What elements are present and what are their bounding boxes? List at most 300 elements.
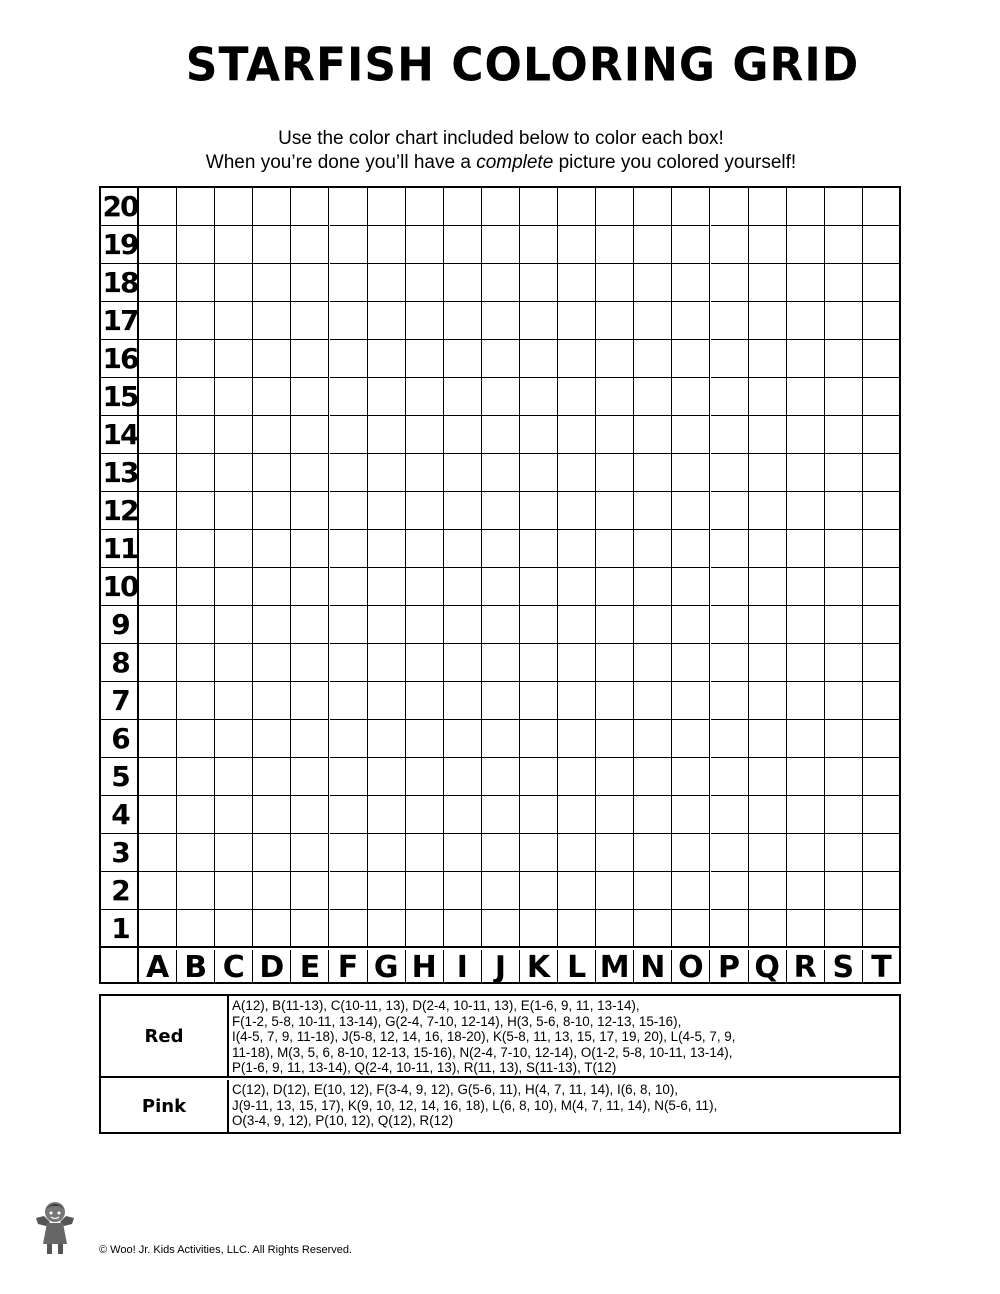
- grid-cell[interactable]: [558, 872, 596, 910]
- grid-cell[interactable]: [825, 378, 863, 416]
- grid-cell[interactable]: [368, 226, 406, 264]
- grid-cell[interactable]: [291, 454, 329, 492]
- grid-cell[interactable]: [596, 416, 634, 454]
- grid-cell[interactable]: [406, 758, 444, 796]
- grid-cell[interactable]: [672, 720, 710, 758]
- grid-cell[interactable]: [291, 644, 329, 682]
- grid-cell[interactable]: [863, 340, 901, 378]
- grid-cell[interactable]: [139, 606, 177, 644]
- grid-cell[interactable]: [368, 378, 406, 416]
- grid-cell[interactable]: [177, 492, 215, 530]
- grid-cell[interactable]: [291, 378, 329, 416]
- grid-cell[interactable]: [253, 606, 291, 644]
- grid-cell[interactable]: [596, 606, 634, 644]
- grid-cell[interactable]: [253, 720, 291, 758]
- grid-cell[interactable]: [558, 720, 596, 758]
- grid-cell[interactable]: [672, 340, 710, 378]
- grid-cell[interactable]: [139, 188, 177, 226]
- grid-cell[interactable]: [482, 530, 520, 568]
- grid-cell[interactable]: [596, 454, 634, 492]
- grid-cell[interactable]: [177, 872, 215, 910]
- grid-cell[interactable]: [863, 492, 901, 530]
- grid-cell[interactable]: [672, 568, 710, 606]
- grid-cell[interactable]: [672, 226, 710, 264]
- grid-cell[interactable]: [291, 568, 329, 606]
- grid-cell[interactable]: [177, 530, 215, 568]
- grid-cell[interactable]: [711, 454, 749, 492]
- grid-cell[interactable]: [139, 644, 177, 682]
- grid-cell[interactable]: [634, 720, 672, 758]
- grid-cell[interactable]: [482, 834, 520, 872]
- grid-cell[interactable]: [253, 568, 291, 606]
- grid-cell[interactable]: [558, 682, 596, 720]
- grid-cell[interactable]: [825, 340, 863, 378]
- grid-cell[interactable]: [749, 568, 787, 606]
- grid-cell[interactable]: [596, 492, 634, 530]
- grid-cell[interactable]: [863, 568, 901, 606]
- grid-cell[interactable]: [406, 340, 444, 378]
- grid-cell[interactable]: [711, 302, 749, 340]
- grid-cell[interactable]: [520, 834, 558, 872]
- grid-cell[interactable]: [444, 720, 482, 758]
- grid-cell[interactable]: [825, 682, 863, 720]
- grid-cell[interactable]: [177, 758, 215, 796]
- grid-cell[interactable]: [825, 644, 863, 682]
- grid-cell[interactable]: [825, 188, 863, 226]
- grid-cell[interactable]: [672, 492, 710, 530]
- grid-cell[interactable]: [787, 416, 825, 454]
- grid-cell[interactable]: [291, 302, 329, 340]
- grid-cell[interactable]: [330, 872, 368, 910]
- grid-cell[interactable]: [177, 302, 215, 340]
- grid-cell[interactable]: [330, 340, 368, 378]
- grid-cell[interactable]: [444, 340, 482, 378]
- grid-cell[interactable]: [406, 454, 444, 492]
- grid-cell[interactable]: [482, 188, 520, 226]
- grid-cell[interactable]: [825, 416, 863, 454]
- grid-cell[interactable]: [634, 834, 672, 872]
- grid-cell[interactable]: [368, 454, 406, 492]
- grid-cell[interactable]: [291, 834, 329, 872]
- grid-cell[interactable]: [482, 568, 520, 606]
- grid-cell[interactable]: [596, 758, 634, 796]
- grid-cell[interactable]: [634, 682, 672, 720]
- grid-cell[interactable]: [634, 796, 672, 834]
- grid-cell[interactable]: [330, 264, 368, 302]
- grid-cell[interactable]: [482, 492, 520, 530]
- grid-cell[interactable]: [482, 796, 520, 834]
- grid-cell[interactable]: [330, 492, 368, 530]
- grid-cell[interactable]: [634, 568, 672, 606]
- grid-cell[interactable]: [787, 302, 825, 340]
- grid-cell[interactable]: [444, 454, 482, 492]
- grid-cell[interactable]: [596, 264, 634, 302]
- grid-cell[interactable]: [215, 796, 253, 834]
- grid-cell[interactable]: [672, 758, 710, 796]
- grid-cell[interactable]: [330, 302, 368, 340]
- grid-cell[interactable]: [787, 340, 825, 378]
- grid-cell[interactable]: [330, 834, 368, 872]
- grid-cell[interactable]: [139, 416, 177, 454]
- grid-cell[interactable]: [520, 910, 558, 948]
- grid-cell[interactable]: [672, 188, 710, 226]
- grid-cell[interactable]: [749, 226, 787, 264]
- grid-cell[interactable]: [672, 530, 710, 568]
- grid-cell[interactable]: [444, 682, 482, 720]
- grid-cell[interactable]: [215, 416, 253, 454]
- grid-cell[interactable]: [672, 796, 710, 834]
- grid-cell[interactable]: [291, 340, 329, 378]
- grid-cell[interactable]: [634, 758, 672, 796]
- grid-cell[interactable]: [787, 188, 825, 226]
- grid-cell[interactable]: [406, 492, 444, 530]
- grid-cell[interactable]: [711, 378, 749, 416]
- grid-cell[interactable]: [139, 530, 177, 568]
- grid-cell[interactable]: [406, 910, 444, 948]
- grid-cell[interactable]: [444, 530, 482, 568]
- grid-cell[interactable]: [863, 682, 901, 720]
- grid-cell[interactable]: [139, 568, 177, 606]
- grid-cell[interactable]: [177, 226, 215, 264]
- grid-cell[interactable]: [863, 644, 901, 682]
- grid-cell[interactable]: [558, 910, 596, 948]
- grid-cell[interactable]: [596, 682, 634, 720]
- grid-cell[interactable]: [711, 720, 749, 758]
- grid-cell[interactable]: [406, 720, 444, 758]
- grid-cell[interactable]: [253, 226, 291, 264]
- grid-cell[interactable]: [368, 758, 406, 796]
- grid-cell[interactable]: [330, 416, 368, 454]
- grid-cell[interactable]: [330, 682, 368, 720]
- grid-cell[interactable]: [177, 416, 215, 454]
- grid-cell[interactable]: [482, 226, 520, 264]
- grid-cell[interactable]: [444, 606, 482, 644]
- grid-cell[interactable]: [787, 530, 825, 568]
- grid-cell[interactable]: [368, 682, 406, 720]
- grid-cell[interactable]: [558, 834, 596, 872]
- grid-cell[interactable]: [825, 492, 863, 530]
- grid-cell[interactable]: [368, 872, 406, 910]
- grid-cell[interactable]: [177, 796, 215, 834]
- grid-cell[interactable]: [482, 454, 520, 492]
- grid-cell[interactable]: [482, 682, 520, 720]
- grid-cell[interactable]: [253, 492, 291, 530]
- grid-cell[interactable]: [787, 834, 825, 872]
- grid-cell[interactable]: [863, 416, 901, 454]
- grid-cell[interactable]: [672, 416, 710, 454]
- grid-cell[interactable]: [672, 872, 710, 910]
- grid-cell[interactable]: [177, 340, 215, 378]
- grid-cell[interactable]: [253, 378, 291, 416]
- grid-cell[interactable]: [596, 188, 634, 226]
- grid-cell[interactable]: [330, 378, 368, 416]
- grid-cell[interactable]: [406, 796, 444, 834]
- grid-cell[interactable]: [444, 568, 482, 606]
- grid-cell[interactable]: [825, 872, 863, 910]
- grid-cell[interactable]: [787, 226, 825, 264]
- grid-cell[interactable]: [291, 416, 329, 454]
- grid-cell[interactable]: [825, 910, 863, 948]
- grid-cell[interactable]: [444, 264, 482, 302]
- grid-cell[interactable]: [787, 568, 825, 606]
- grid-cell[interactable]: [253, 910, 291, 948]
- grid-cell[interactable]: [215, 872, 253, 910]
- grid-cell[interactable]: [330, 454, 368, 492]
- grid-cell[interactable]: [291, 492, 329, 530]
- grid-cell[interactable]: [139, 492, 177, 530]
- grid-cell[interactable]: [825, 834, 863, 872]
- grid-cell[interactable]: [558, 226, 596, 264]
- grid-cell[interactable]: [825, 454, 863, 492]
- grid-cell[interactable]: [482, 378, 520, 416]
- grid-cell[interactable]: [177, 568, 215, 606]
- grid-cell[interactable]: [368, 530, 406, 568]
- grid-cell[interactable]: [291, 264, 329, 302]
- grid-cell[interactable]: [368, 302, 406, 340]
- grid-cell[interactable]: [139, 758, 177, 796]
- grid-cell[interactable]: [253, 454, 291, 492]
- grid-cell[interactable]: [368, 834, 406, 872]
- grid-cell[interactable]: [215, 834, 253, 872]
- grid-cell[interactable]: [444, 416, 482, 454]
- grid-cell[interactable]: [444, 492, 482, 530]
- grid-cell[interactable]: [558, 796, 596, 834]
- grid-cell[interactable]: [596, 834, 634, 872]
- grid-cell[interactable]: [825, 302, 863, 340]
- grid-cell[interactable]: [711, 188, 749, 226]
- grid-cell[interactable]: [368, 720, 406, 758]
- grid-cell[interactable]: [520, 758, 558, 796]
- grid-cell[interactable]: [863, 796, 901, 834]
- grid-cell[interactable]: [711, 606, 749, 644]
- grid-cell[interactable]: [215, 340, 253, 378]
- grid-cell[interactable]: [482, 720, 520, 758]
- grid-cell[interactable]: [253, 796, 291, 834]
- grid-cell[interactable]: [520, 606, 558, 644]
- grid-cell[interactable]: [520, 340, 558, 378]
- grid-cell[interactable]: [711, 872, 749, 910]
- grid-cell[interactable]: [672, 910, 710, 948]
- grid-cell[interactable]: [215, 264, 253, 302]
- grid-cell[interactable]: [215, 302, 253, 340]
- grid-cell[interactable]: [406, 644, 444, 682]
- grid-cell[interactable]: [291, 530, 329, 568]
- grid-cell[interactable]: [139, 264, 177, 302]
- grid-cell[interactable]: [291, 872, 329, 910]
- grid-cell[interactable]: [749, 606, 787, 644]
- grid-cell[interactable]: [711, 644, 749, 682]
- grid-cell[interactable]: [253, 416, 291, 454]
- grid-cell[interactable]: [177, 454, 215, 492]
- grid-cell[interactable]: [749, 872, 787, 910]
- grid-cell[interactable]: [139, 340, 177, 378]
- grid-cell[interactable]: [291, 682, 329, 720]
- grid-cell[interactable]: [368, 644, 406, 682]
- grid-cell[interactable]: [406, 302, 444, 340]
- grid-cell[interactable]: [787, 682, 825, 720]
- grid-cell[interactable]: [596, 720, 634, 758]
- grid-cell[interactable]: [330, 530, 368, 568]
- grid-cell[interactable]: [520, 872, 558, 910]
- grid-cell[interactable]: [672, 454, 710, 492]
- grid-cell[interactable]: [139, 454, 177, 492]
- grid-cell[interactable]: [330, 720, 368, 758]
- grid-cell[interactable]: [787, 644, 825, 682]
- grid-cell[interactable]: [749, 682, 787, 720]
- grid-cell[interactable]: [711, 568, 749, 606]
- grid-cell[interactable]: [177, 644, 215, 682]
- grid-cell[interactable]: [520, 226, 558, 264]
- grid-cell[interactable]: [177, 606, 215, 644]
- grid-cell[interactable]: [330, 796, 368, 834]
- grid-cell[interactable]: [291, 720, 329, 758]
- grid-cell[interactable]: [253, 682, 291, 720]
- grid-cell[interactable]: [711, 682, 749, 720]
- grid-cell[interactable]: [634, 416, 672, 454]
- grid-cell[interactable]: [215, 226, 253, 264]
- grid-cell[interactable]: [520, 796, 558, 834]
- grid-cell[interactable]: [368, 492, 406, 530]
- grid-cell[interactable]: [672, 834, 710, 872]
- grid-cell[interactable]: [634, 644, 672, 682]
- grid-cell[interactable]: [749, 378, 787, 416]
- grid-cell[interactable]: [596, 568, 634, 606]
- grid-cell[interactable]: [406, 872, 444, 910]
- grid-cell[interactable]: [215, 378, 253, 416]
- grid-cell[interactable]: [253, 644, 291, 682]
- grid-cell[interactable]: [558, 416, 596, 454]
- grid-cell[interactable]: [177, 720, 215, 758]
- grid-cell[interactable]: [444, 302, 482, 340]
- grid-cell[interactable]: [634, 378, 672, 416]
- grid-cell[interactable]: [177, 682, 215, 720]
- grid-cell[interactable]: [444, 188, 482, 226]
- grid-cell[interactable]: [711, 834, 749, 872]
- grid-cell[interactable]: [520, 644, 558, 682]
- grid-cell[interactable]: [291, 188, 329, 226]
- grid-cell[interactable]: [406, 226, 444, 264]
- grid-cell[interactable]: [672, 302, 710, 340]
- grid-cell[interactable]: [749, 644, 787, 682]
- grid-cell[interactable]: [634, 492, 672, 530]
- grid-cell[interactable]: [444, 226, 482, 264]
- grid-cell[interactable]: [711, 340, 749, 378]
- grid-cell[interactable]: [634, 340, 672, 378]
- grid-cell[interactable]: [634, 872, 672, 910]
- grid-cell[interactable]: [253, 872, 291, 910]
- grid-cell[interactable]: [863, 720, 901, 758]
- grid-cell[interactable]: [558, 644, 596, 682]
- grid-cell[interactable]: [520, 188, 558, 226]
- grid-cell[interactable]: [215, 682, 253, 720]
- grid-cell[interactable]: [787, 796, 825, 834]
- grid-cell[interactable]: [368, 340, 406, 378]
- grid-cell[interactable]: [825, 720, 863, 758]
- grid-cell[interactable]: [558, 302, 596, 340]
- grid-cell[interactable]: [253, 264, 291, 302]
- grid-cell[interactable]: [330, 644, 368, 682]
- grid-cell[interactable]: [825, 796, 863, 834]
- grid-cell[interactable]: [406, 682, 444, 720]
- grid-cell[interactable]: [368, 796, 406, 834]
- grid-cell[interactable]: [863, 758, 901, 796]
- grid-cell[interactable]: [672, 682, 710, 720]
- grid-cell[interactable]: [444, 796, 482, 834]
- grid-cell[interactable]: [215, 606, 253, 644]
- grid-cell[interactable]: [787, 264, 825, 302]
- grid-cell[interactable]: [825, 264, 863, 302]
- grid-cell[interactable]: [253, 834, 291, 872]
- grid-cell[interactable]: [215, 454, 253, 492]
- grid-cell[interactable]: [520, 416, 558, 454]
- grid-cell[interactable]: [215, 568, 253, 606]
- grid-cell[interactable]: [215, 910, 253, 948]
- grid-cell[interactable]: [711, 416, 749, 454]
- grid-cell[interactable]: [520, 454, 558, 492]
- grid-cell[interactable]: [520, 302, 558, 340]
- grid-cell[interactable]: [825, 226, 863, 264]
- grid-cell[interactable]: [558, 188, 596, 226]
- grid-cell[interactable]: [482, 340, 520, 378]
- grid-cell[interactable]: [330, 188, 368, 226]
- grid-cell[interactable]: [787, 872, 825, 910]
- grid-cell[interactable]: [444, 644, 482, 682]
- grid-cell[interactable]: [444, 378, 482, 416]
- grid-cell[interactable]: [215, 530, 253, 568]
- grid-cell[interactable]: [634, 302, 672, 340]
- grid-cell[interactable]: [139, 682, 177, 720]
- grid-cell[interactable]: [863, 454, 901, 492]
- grid-cell[interactable]: [596, 644, 634, 682]
- grid-cell[interactable]: [596, 910, 634, 948]
- grid-cell[interactable]: [558, 758, 596, 796]
- grid-cell[interactable]: [482, 872, 520, 910]
- grid-cell[interactable]: [825, 606, 863, 644]
- grid-cell[interactable]: [330, 606, 368, 644]
- grid-cell[interactable]: [596, 530, 634, 568]
- grid-cell[interactable]: [520, 568, 558, 606]
- grid-cell[interactable]: [596, 226, 634, 264]
- grid-cell[interactable]: [749, 416, 787, 454]
- grid-cell[interactable]: [596, 340, 634, 378]
- grid-cell[interactable]: [330, 910, 368, 948]
- grid-cell[interactable]: [520, 530, 558, 568]
- grid-cell[interactable]: [291, 796, 329, 834]
- grid-cell[interactable]: [749, 834, 787, 872]
- grid-cell[interactable]: [291, 758, 329, 796]
- grid-cell[interactable]: [291, 910, 329, 948]
- grid-cell[interactable]: [596, 872, 634, 910]
- grid-cell[interactable]: [368, 606, 406, 644]
- grid-cell[interactable]: [711, 264, 749, 302]
- grid-cell[interactable]: [406, 416, 444, 454]
- grid-cell[interactable]: [482, 264, 520, 302]
- grid-cell[interactable]: [672, 606, 710, 644]
- grid-cell[interactable]: [787, 720, 825, 758]
- grid-cell[interactable]: [787, 492, 825, 530]
- grid-cell[interactable]: [368, 910, 406, 948]
- grid-cell[interactable]: [634, 226, 672, 264]
- grid-cell[interactable]: [634, 606, 672, 644]
- grid-cell[interactable]: [558, 492, 596, 530]
- grid-cell[interactable]: [215, 492, 253, 530]
- grid-cell[interactable]: [749, 720, 787, 758]
- grid-cell[interactable]: [253, 340, 291, 378]
- grid-cell[interactable]: [482, 644, 520, 682]
- grid-cell[interactable]: [863, 872, 901, 910]
- grid-cell[interactable]: [749, 530, 787, 568]
- grid-cell[interactable]: [520, 720, 558, 758]
